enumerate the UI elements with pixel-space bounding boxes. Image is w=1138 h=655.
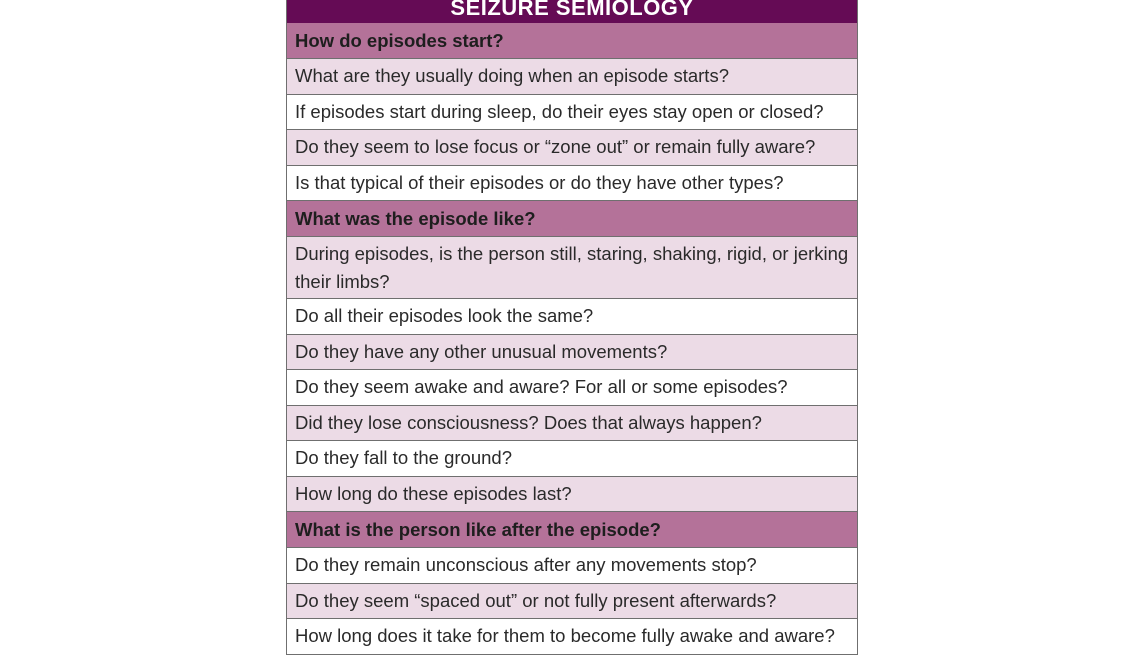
question-row: What are they usually doing when an episode starts? <box>287 59 857 95</box>
table-title-text: SEIZURE SEMIOLOGY <box>450 0 694 20</box>
question-row: Do they fall to the ground? <box>287 441 857 477</box>
question-row: During episodes, is the person still, staring, shaking, rigid, or jerking their limbs? <box>287 237 857 299</box>
question-row: Do they have any other unusual movements? <box>287 335 857 371</box>
question-row: Do all their episodes look the same? <box>287 299 857 335</box>
question-row: How long does it take for them to become fully awake and aware? <box>287 619 857 655</box>
section-heading: What is the person like after the episode? <box>287 512 857 548</box>
question-row: Do they seem “spaced out” or not fully present afterwards? <box>287 584 857 620</box>
question-row: Do they seem awake and aware? For all or some episodes? <box>287 370 857 406</box>
question-row: Did they lose consciousness? Does that always happen? <box>287 406 857 442</box>
question-row: Do they remain unconscious after any movements stop? <box>287 548 857 584</box>
table-title <box>287 0 857 23</box>
question-row: How long do these episodes last? <box>287 477 857 513</box>
question-row: Is that typical of their episodes or do they have other types? <box>287 166 857 202</box>
seizure-semiology-table <box>286 0 858 655</box>
question-row: Do they seem to lose focus or “zone out” or remain fully aware? <box>287 130 857 166</box>
section-heading: What was the episode like? <box>287 201 857 237</box>
question-row: If episodes start during sleep, do their eyes stay open or closed? <box>287 95 857 131</box>
section-heading: How do episodes start? <box>287 23 857 59</box>
